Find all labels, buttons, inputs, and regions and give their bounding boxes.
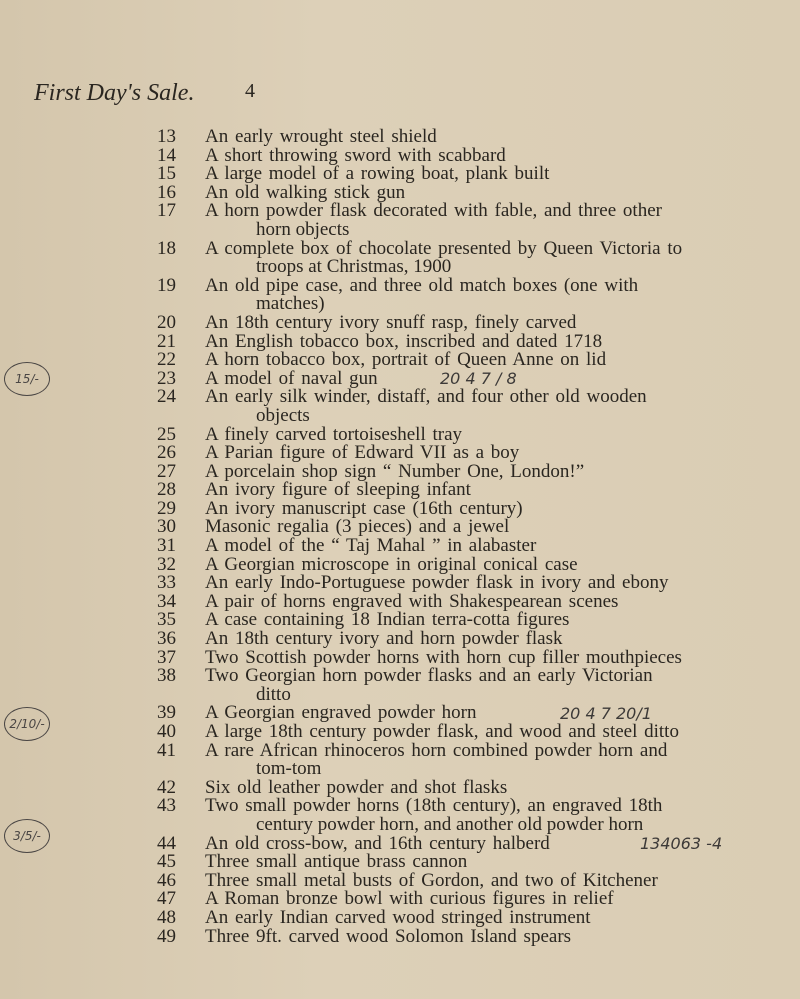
lot-description: An 18th century ivory snuff rasp, finely carved: [205, 311, 577, 333]
lot-description: A rare African rhinoceros horn combined powder horn and: [205, 739, 668, 761]
lot-number: 44: [157, 832, 176, 854]
lot-description: Two small powder horns (18th century), an engraved 18th: [205, 795, 663, 817]
lot-description: A Georgian microscope in original conical case: [205, 553, 578, 575]
lot-number: 40: [157, 721, 176, 742]
lot-number: 33: [157, 572, 176, 594]
lot-description: Six old leather powder and shot flasks: [205, 776, 508, 798]
lot-description: A large 18th century powder flask, and wood and steel ditto: [205, 721, 679, 742]
lot-item-continuation: [0, 218, 800, 240]
lot-item: [0, 739, 800, 761]
lot-item: [0, 853, 800, 872]
lot-number: 20: [157, 311, 176, 333]
lot-description: An old walking stick gun: [205, 181, 406, 203]
lot-number: 27: [157, 460, 176, 482]
lot-description: An ivory figure of sleeping infant: [205, 479, 471, 501]
lot-number: 39: [157, 702, 176, 724]
lot-description: An ivory manuscript case (16th century): [205, 497, 523, 519]
lot-item: [0, 128, 800, 147]
lot-item: [0, 723, 800, 742]
lot-description: An English tobacco box, inscribed and dated 1718: [205, 330, 603, 352]
lot-description: Three small antique brass cannon: [205, 851, 468, 873]
lot-number: 22: [157, 349, 176, 371]
lot-number: 14: [157, 144, 176, 166]
handwritten-note: 20 4 7 20/1: [560, 703, 652, 723]
lot-description: An early Indian carved wood stringed instrument: [205, 906, 591, 928]
lot-description: An early silk winder, distaff, and four other old wooden: [205, 386, 647, 408]
lot-list: [0, 128, 800, 946]
lot-number: 32: [157, 553, 176, 575]
lot-item-continuation: [0, 813, 800, 835]
lot-number: 15: [157, 163, 176, 185]
lot-description: Three small metal busts of Gordon, and two of Kitchener: [205, 869, 658, 891]
lot-description: A short throwing sword with scabbard: [205, 144, 506, 166]
handwritten-price-circle: 3/5/-: [4, 819, 50, 853]
lot-number: 48: [157, 906, 176, 928]
handwritten-price-circle: 15/-: [4, 362, 50, 396]
lot-item: [0, 444, 800, 463]
lot-item: [0, 388, 800, 407]
lot-description: Two Scottish powder horns with horn cup filler mouthpieces: [205, 646, 682, 668]
lot-item: [0, 537, 800, 556]
lot-number: 26: [157, 442, 176, 464]
lot-description: Masonic regalia (3 pieces) and a jewel: [205, 516, 510, 538]
lot-description: An 18th century ivory and horn powder flask: [205, 628, 563, 650]
lot-number: 17: [157, 200, 176, 222]
lot-description: century powder horn, and another old powder horn: [256, 813, 644, 835]
lot-description: ditto: [256, 683, 291, 705]
lot-description: A complete box of chocolate presented by Queen Victoria to: [205, 237, 683, 259]
lot-item-continuation: [0, 258, 800, 277]
lot-description: troops at Christmas, 1900: [256, 256, 452, 278]
lot-description: An old cross-bow, and 16th century halberd: [205, 832, 550, 854]
lot-description: A case containing 18 Indian terra-cotta figures: [205, 609, 570, 631]
lot-description: matches): [256, 293, 325, 315]
lot-number: 28: [157, 479, 176, 501]
lot-number: 23: [157, 367, 176, 389]
lot-item: [0, 925, 800, 947]
lot-description: Three 9ft. carved wood Solomon Island spears: [205, 925, 572, 947]
lot-number: 36: [157, 628, 176, 650]
handwritten-price-circle: 2/10/-: [4, 707, 50, 741]
lot-number: 30: [157, 516, 176, 538]
lot-number: 46: [157, 869, 176, 891]
handwritten-note: 20 4 7 / 8: [440, 368, 517, 388]
lot-number: 45: [157, 851, 176, 873]
lot-description: Two Georgian horn powder flasks and an early Victorian: [205, 665, 653, 687]
lot-description: An early wrought steel shield: [205, 126, 437, 147]
lot-description: objects: [256, 404, 310, 426]
lot-number: 25: [157, 423, 176, 445]
lot-description: A porcelain shop sign “ Number One, London!”: [205, 460, 585, 482]
lot-item: [0, 351, 800, 370]
lot-number: 21: [157, 330, 176, 352]
lot-number: 43: [157, 795, 176, 817]
lot-number: 42: [157, 776, 176, 798]
lot-description: An old pipe case, and three old match boxes (one with: [205, 274, 639, 296]
lot-number: 35: [157, 609, 176, 631]
lot-number: 29: [157, 497, 176, 519]
lot-description: A model of the “ Taj Mahal ” in alabaster: [205, 535, 537, 557]
lot-description: tom-tom: [256, 758, 322, 780]
lot-number: 31: [157, 535, 176, 557]
lot-item-continuation: [0, 404, 800, 426]
lot-item: [0, 165, 800, 184]
lot-description: A pair of horns engraved with Shakespearean scenes: [205, 590, 619, 612]
lot-number: 34: [157, 590, 176, 612]
lot-item-continuation: [0, 760, 800, 779]
lot-number: 38: [157, 665, 176, 687]
handwritten-note: 134063 -4: [640, 833, 723, 853]
lot-description: A Roman bronze bowl with curious figures in relief: [205, 888, 614, 910]
lot-number: 18: [157, 237, 176, 259]
lot-number: 49: [157, 925, 176, 947]
lot-description: A model of naval gun: [205, 367, 378, 389]
lot-item: [0, 667, 800, 686]
lot-description: horn objects: [256, 218, 350, 240]
lot-number: 47: [157, 888, 176, 910]
lot-number: 24: [157, 386, 176, 408]
lot-item: [0, 630, 800, 649]
lot-number: 13: [157, 126, 176, 147]
lot-description: A large model of a rowing boat, plank built: [205, 163, 550, 185]
lot-description: An early Indo-Portuguese powder flask in ivory and ebony: [205, 572, 669, 594]
lot-item: [0, 274, 800, 296]
lot-description: A Parian figure of Edward VII as a boy: [205, 442, 520, 464]
lot-number: 41: [157, 739, 176, 761]
lot-description: A horn powder flask decorated with fable, and three other: [205, 200, 662, 222]
page-number: 4: [245, 80, 255, 102]
lot-number: 19: [157, 274, 176, 296]
lot-description: A Georgian engraved powder horn: [205, 702, 477, 724]
lot-number: 16: [157, 181, 176, 203]
lot-description: A horn tobacco box, portrait of Queen Anne on lid: [205, 349, 607, 371]
page-title: First Day's Sale.: [34, 80, 195, 106]
lot-number: 37: [157, 646, 176, 668]
lot-description: A finely carved tortoiseshell tray: [205, 423, 463, 445]
lot-item: [0, 202, 800, 221]
lot-item: [0, 311, 800, 333]
lot-item: [0, 906, 800, 928]
